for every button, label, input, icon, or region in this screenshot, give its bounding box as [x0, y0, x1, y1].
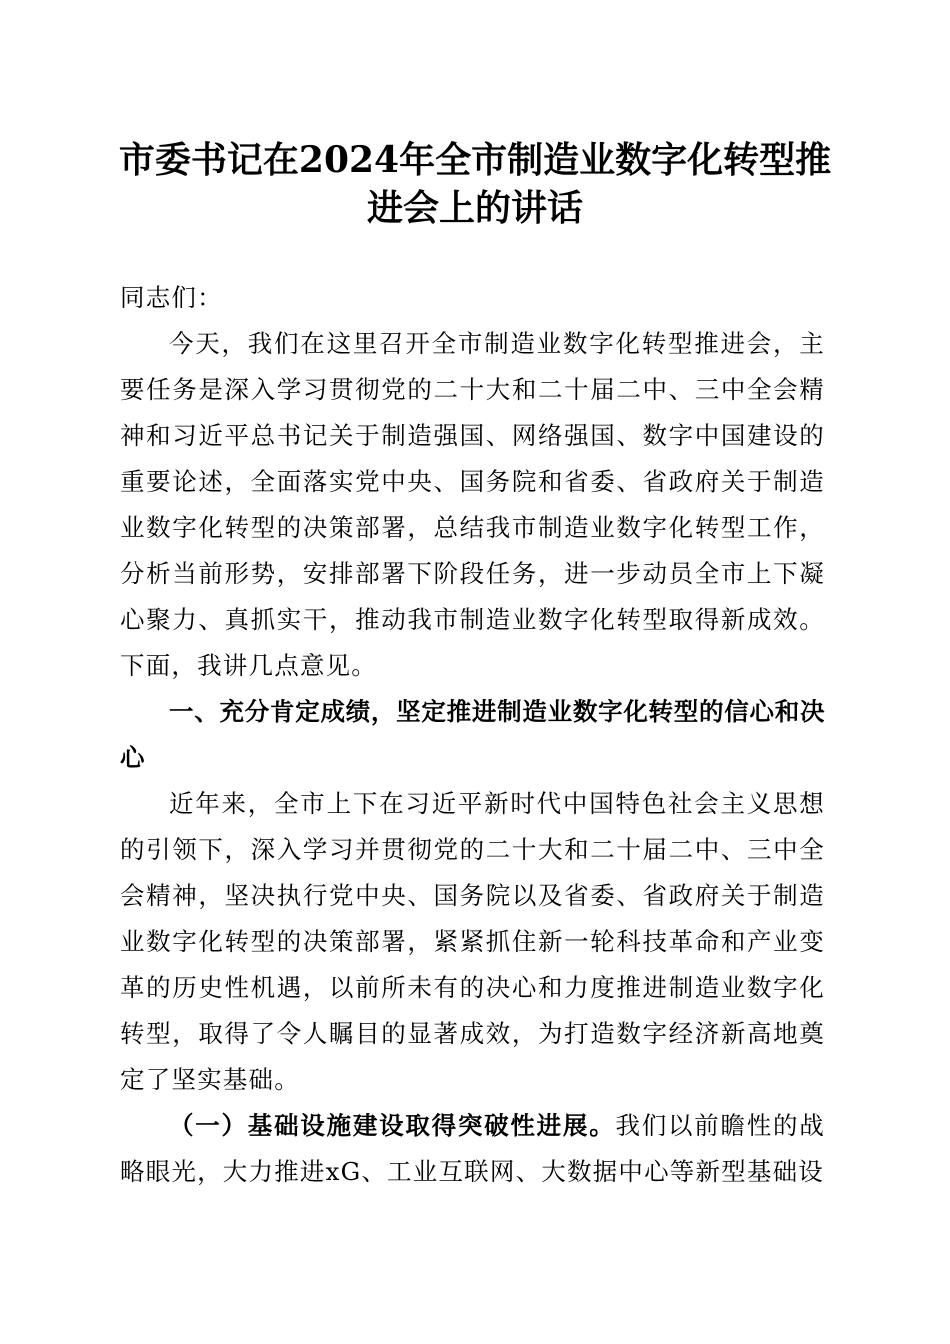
subsection-1-paragraph: [120, 1103, 825, 1195]
subsection-1-text: 我们以前瞻性的战略眼光，大力推进xG、工业互联网、大数据中心等新型基础设: [120, 1111, 825, 1186]
document-body: [120, 275, 825, 1195]
document-title: [60, 136, 890, 232]
intro-paragraph: 今天，我们在这里召开全市制造业数字化转型推进会，主要任务是深入学习贯彻党的二十大和二十届二中、三中全会精神和习近平总书记关于制造强国、网络强国、数字中国建设的重要论述，全面落实党中央、国务院和省委、省政府关于制造业数字化转型的决策部署，总结我市制造业数字化转型工作，分析当前形势，安排部署下阶段任务，进一步动员全市上下凝心聚力、真抓实干，推动我市制造业数字化转型取得新成效。下面，我讲几点意见。: [120, 329, 825, 680]
section-1-heading: 一、充分肯定成绩，坚定推进制造业数字化转型的信心和决心: [120, 697, 825, 772]
title-line-1: 市委书记在2024年全市制造业数字化转型推: [118, 139, 832, 181]
title-line-2: 进会上的讲话: [366, 187, 583, 229]
salutation: 同志们：: [120, 283, 223, 312]
subsection-1-heading: （一）基础设施建设取得突破性进展。: [169, 1111, 616, 1140]
section-1-paragraph: 近年来，全市上下在习近平新时代中国特色社会主义思想的引领下，深入学习并贯彻党的二十大和二十届二中、三中全会精神，坚决执行党中央、国务院以及省委、省政府关于制造业数字化转型的决策部署，紧紧抓住新一轮科技革命和产业变革的历史性机遇，以前所未有的决心和力度推进制造业数字化转型，取得了令人瞩目的显著成效，为打造数字经济新高地奠定了坚实基础。: [120, 789, 825, 1094]
